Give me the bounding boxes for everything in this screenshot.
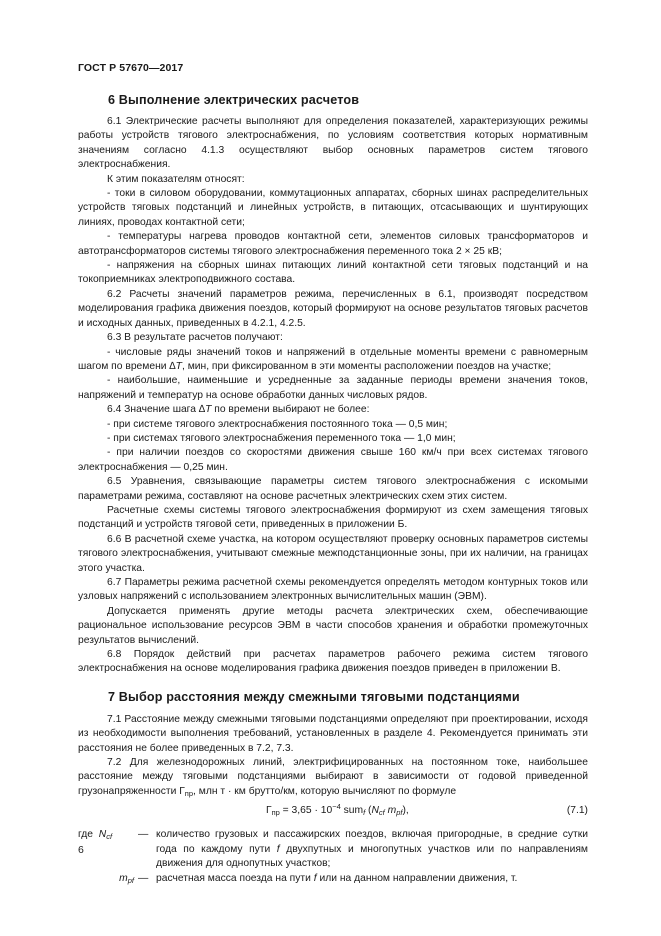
formula-open-paren: ( (365, 805, 372, 817)
bullet-number-series-text-a: - числовые ряды значений токов и напряжений в отдельные моменты времени с равномерным шагом по времени (78, 346, 588, 372)
standard-code-header: ГОСТ Р 57670—2017 (78, 62, 184, 74)
clause-6-5: 6.5 Уравнения, связывающие параметры систем тягового электроснабжения с искомыми параметрами режима, составляют на основе расчетных электрических схем этих систем. (78, 476, 588, 502)
bullet-highspeed-step: - при наличии поездов со скоростями движения свыше 160 км/ч при всех системах тягового электроснабжения — 0,25 мин. (78, 447, 588, 473)
indicators-intro: К этим показателям относят: (107, 173, 245, 185)
formula-7-1 (78, 802, 588, 822)
formula-coefficient: = 3,65 · 10 (279, 805, 333, 817)
clause-6-1: 6.1 Электрические расчеты выполняют для определения показателей, характеризующих режимы работы устройств тягового электроснабжения, по условиям соответствия которых нормативным значениям согласно 4.1.3 осуществляют выбор основных параметров систем тягового электроснабжения. (78, 116, 588, 171)
clause-6-4 (78, 403, 588, 417)
definition-dash: — (138, 829, 149, 841)
formula-close-paren: ), (402, 805, 409, 817)
formula-number: (7.1) (566, 805, 588, 817)
clause-6-2: 6.2 Расчеты значений параметров режима, перечисленных в 6.1, производят посредством моделирования графика движения поездов, который формируют на основе результатов тяговых расчетов и исходных данных, приведенных в 4.2.1, 4.2.5. (78, 288, 588, 329)
formula-exponent: −4 (332, 802, 341, 812)
formula-m: m (384, 805, 397, 817)
section-6-title: 6 Выполнение электрических расчетов (108, 93, 360, 107)
clause-7-2-text-a: 7.2 Для железнодорожных линий, электрифицированных на постоянном токе, наибольшее расстояние между тяговыми подстанциями выбирают в зависимости от годовой приведенной грузонапряженности (78, 757, 588, 797)
bullet-voltages: - напряжения на сборных шинах питающих линий контактной сети тяговых подстанций и на токоприемниках электроподвижного состава. (78, 260, 588, 286)
delta-t-symbol: ∆T (198, 404, 212, 416)
formula-lhs-subscript: пр (271, 808, 280, 818)
mpf-text-b: или на данном направлении движения, т. (316, 872, 518, 884)
delta-t-symbol: ∆T (169, 360, 182, 372)
definition-ncf-label (78, 828, 138, 842)
clause-6-5-schemes: Расчетные схемы системы тягового электроснабжения формируют из схем замещения тяговых подстанций и устройств тяговой сети, приведенных в приложении Б. (78, 504, 588, 531)
clause-6-6: 6.6 В расчетной схеме участка, на котором осуществляют проверку основных параметров системы тягового электроснабжения, учитывают смежные межподстанционные зоны, при их наличии, на границах этого участка. (78, 533, 588, 574)
where-word: где (78, 829, 94, 841)
definition-mpf (78, 872, 588, 886)
formula-sum: sum (340, 805, 364, 817)
bullet-extreme-values: - наибольшие, наименьшие и усредненные за заданные периоды времени значения токов, напряжений и температур на основе обработки данных числовых рядов. (78, 375, 588, 401)
clause-6-4-text-a: 6.4 Значение шага (107, 404, 199, 416)
definition-dash: — (138, 872, 149, 884)
section-7-title: 7 Выбор расстояния между смежными тяговыми подстанциями (108, 689, 520, 704)
track-index-f: f (276, 843, 280, 855)
formula-m-subscript: pf (396, 808, 403, 818)
clause-6-7-methods: Допускается применять другие методы расчета электрических схем, обеспечивающие рациональное использование ресурсов ЭВМ в части способов хранения и обработки промежуточных результатов вычислений. (78, 605, 588, 646)
bullet-dc-step: - при системе тягового электроснабжения постоянного тока — 0,5 мин; (107, 418, 448, 430)
bullet-temperatures: - температуры нагрева проводов контактной сети, элементов силовых трансформаторов и автотрансформаторов системы тягового электроснабжения переменного тока 2 × 25 кВ; (78, 231, 588, 257)
track-index-f: f (313, 872, 317, 884)
where-definitions (78, 828, 588, 886)
clause-6-7: 6.7 Параметры режима расчетной схемы рекомендуется определять методом контурных токов или узловых напряжений с использованием электронных вычислительных машин (ЭВМ). (78, 577, 588, 603)
ncf-text-b: двухпутных и многопутных участков или по направлениям движения для однопутных участков; (156, 843, 588, 870)
mpf-symbol: m (119, 872, 128, 884)
formula-sum-index: f (363, 808, 366, 818)
g-symbol: Г (179, 785, 185, 797)
clause-6-3: 6.3 В результате расчетов получают: (107, 332, 283, 344)
clause-6-4-text-b: по времени выбирают не более: (211, 404, 370, 416)
definition-mpf-label (78, 872, 138, 886)
formula-n-subscript: cf (378, 808, 385, 818)
formula-expression (266, 804, 409, 818)
bullet-number-series-text-b: , мин, при фиксированном в эти моменты расположении поездов на участке; (181, 360, 552, 372)
ncf-text-a: количество грузовых и пассажирских поездов, включая пригородные, в средние сутки года по каждому пути (156, 829, 588, 855)
formula-n: N (371, 805, 379, 817)
ncf-subscript: cf (106, 832, 113, 842)
definition-ncf-text (156, 828, 588, 871)
clause-7-1: 7.1 Расстояние между смежными тяговыми подстанциями определяют при проектировании, исходя из необходимости выполнения требований, установленных в разделе 4. Рекомендуется принимать эти расстояния не более приведенных в 7.2, 7.3. (78, 713, 588, 754)
ncf-symbol: N (98, 829, 107, 841)
bullet-currents: - токи в силовом оборудовании, коммутационных аппаратах, сборных шинах распределительных устройств тяговых подстанций и линейных устройств, в питающих, отсасывающих и шунтирующих линиях, проводах контактной сети; (78, 188, 588, 228)
clause-7-2 (78, 756, 588, 799)
clause-7-2-text-b: , млн т · км брутто/км, которую вычисляют по формуле (193, 785, 457, 797)
page-number: 6 (78, 844, 84, 856)
mpf-text-a: расчетная масса поезда на пути (156, 872, 314, 884)
page-body (78, 92, 588, 886)
bullet-ac-step: - при системах тягового электроснабжения переменного тока — 1,0 мин; (107, 432, 456, 444)
g-pr-symbol (179, 786, 193, 797)
clause-6-8: 6.8 Порядок действий при расчетах параметров рабочего режима систем тягового электроснабжения на основе моделирования графика движения поездов приведен в приложении В. (78, 649, 588, 675)
pr-subscript: пр (184, 788, 194, 798)
formula-lhs: Г (266, 805, 272, 817)
definition-ncf (78, 828, 588, 871)
mpf-subscript: pf (127, 875, 134, 885)
definition-mpf-text (156, 872, 588, 886)
bullet-number-series (78, 346, 588, 375)
